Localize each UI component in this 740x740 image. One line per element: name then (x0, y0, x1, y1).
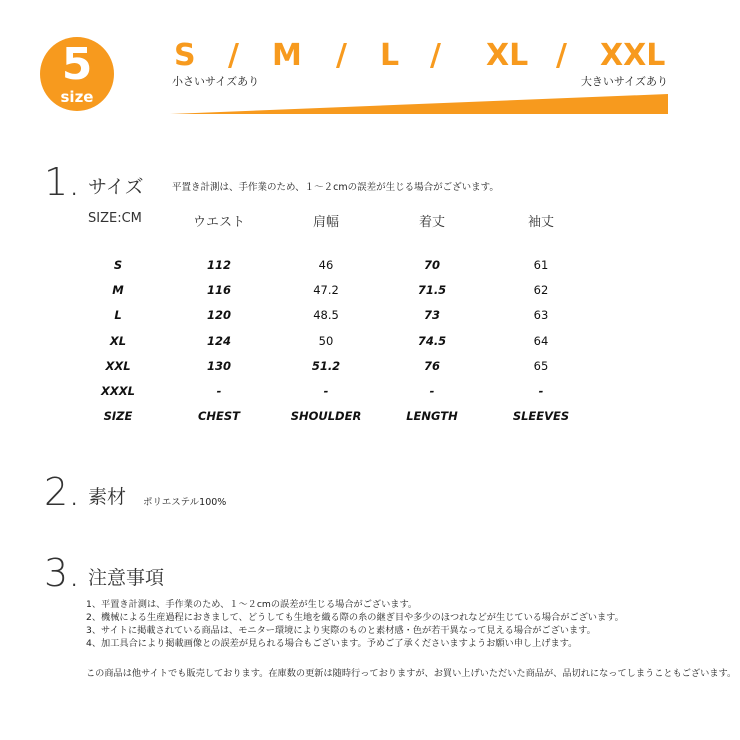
row-label: L (114, 308, 122, 322)
cell-length: 71.5 (417, 283, 447, 297)
size-label-xl: XL (486, 38, 529, 73)
row-label: M (112, 283, 124, 297)
cell-shoulder: SHOULDER (290, 409, 362, 423)
separator: / (430, 38, 441, 73)
section-2-number: 2. (44, 470, 81, 514)
unit-header: SIZE:CM (88, 211, 142, 226)
cell-sleeve: - (538, 384, 544, 398)
cell-length: - (429, 384, 435, 398)
cell-length: 70 (423, 258, 440, 272)
caution-note-3: 3、サイトに掲載されている商品は、モニター環境により実際のものと素材感・色が若干異なって見える場合がございます。 (86, 625, 596, 636)
cell-sleeve: 62 (533, 283, 549, 297)
column-header-shoulder: 肩幅 (312, 215, 339, 230)
stock-notice: この商品は他サイトでも販売しております。在庫数の更新は随時行っておりますが、お買い上げいただいた商品が、品切れになってしまうこともございます。 (86, 668, 737, 679)
section-1-title: サイズ (88, 176, 144, 198)
cell-shoulder: 46 (318, 258, 334, 272)
section-1-note: 平置き計測は、手作業のため、１～２cmの誤差が生じる場合がございます。 (172, 182, 499, 193)
row-label: XXL (105, 359, 131, 373)
badge-word: size (60, 88, 94, 106)
cell-shoulder: 51.2 (311, 359, 341, 373)
cell-shoulder: 50 (318, 334, 334, 348)
cell-sleeve: 61 (533, 258, 549, 272)
section-3-number: 3. (44, 551, 81, 595)
column-header-sleeve: 袖丈 (527, 215, 554, 230)
cell-waist: CHEST (197, 409, 241, 423)
cell-length: LENGTH (406, 409, 458, 423)
cell-waist: - (216, 384, 222, 398)
cell-sleeve: 65 (533, 359, 549, 373)
size-label-s: S (174, 38, 196, 73)
separator: / (336, 38, 347, 73)
cell-sleeve: 63 (533, 308, 549, 322)
cell-shoulder: 47.2 (313, 283, 339, 297)
caution-note-1: 1、平置き計測は、手作業のため、１～２cmの誤差が生じる場合がございます。 (86, 599, 418, 610)
large-size-note: 大きいサイズあり (580, 75, 668, 88)
separator: / (228, 38, 239, 73)
cell-shoulder: 48.5 (313, 308, 339, 322)
caution-note-2: 2、機械による生産過程におきまして、どうしても生地を織る際の糸の継ぎ目や多少のほつれなどが生じている場合がございます。 (86, 612, 624, 623)
separator: / (556, 38, 567, 73)
row-label: SIZE (103, 409, 133, 423)
size-label-l: L (380, 38, 400, 73)
cell-waist: 112 (206, 258, 231, 272)
section-2-title: 素材 (88, 486, 127, 508)
badge-number: 5 (61, 39, 93, 90)
cell-length: 73 (423, 308, 440, 322)
cell-waist: 116 (206, 283, 231, 297)
row-label: XXXL (101, 384, 135, 398)
cell-shoulder: - (323, 384, 329, 398)
cell-length: 74.5 (417, 334, 447, 348)
size-wedge (168, 92, 670, 116)
cell-waist: 120 (206, 308, 231, 322)
cell-length: 76 (423, 359, 440, 373)
size-badge (40, 37, 114, 111)
section-3-title: 注意事項 (88, 567, 165, 589)
material-text: ポリエステル100% (143, 497, 227, 508)
column-header-length: 着丈 (418, 215, 445, 230)
size-label-xxl: XXL (600, 38, 666, 73)
size-scale (168, 36, 670, 76)
cell-waist: 130 (206, 359, 231, 373)
row-label: XL (109, 334, 127, 348)
cell-waist: 124 (206, 334, 231, 348)
caution-note-4: 4、加工具合により掲載画像との誤差が見られる場合もございます。予めご了承くださいますようお願い申し上げます。 (86, 638, 578, 649)
cell-sleeve: 64 (533, 334, 549, 348)
section-1-number: 1. (44, 160, 81, 204)
caution-notes (86, 598, 624, 650)
cell-sleeve: SLEEVES (512, 409, 570, 423)
column-header-waist: ウエスト (192, 215, 245, 230)
row-label: S (113, 258, 123, 272)
small-size-note: 小さいサイズあり (172, 75, 260, 88)
size-label-m: M (272, 38, 302, 73)
